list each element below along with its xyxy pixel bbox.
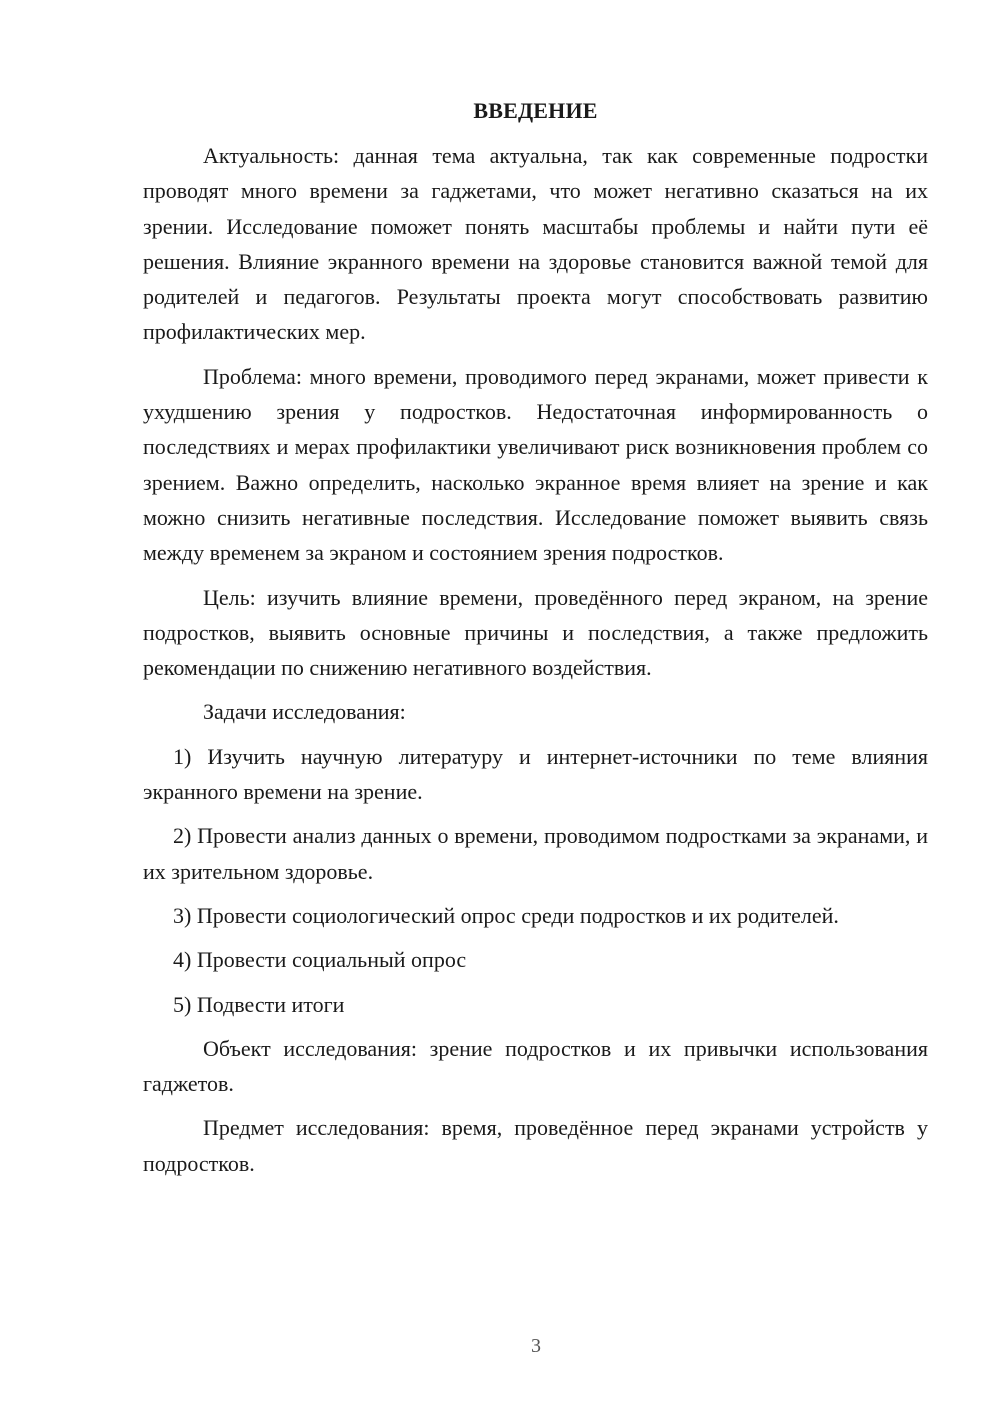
task-item-4: 4) Провести социальный опрос <box>173 947 467 973</box>
paragraph-object: Объект исследования: зрение подростков и их привычки использования гаджетов. <box>143 1035 928 1097</box>
task-item-5: 5) Подвести итоги <box>173 991 345 1017</box>
document-page <box>143 96 928 1190</box>
paragraph-tasks-heading: Задачи исследования: <box>203 699 406 725</box>
task-item-3: 3) Провести социологический опрос среди подростков и их родителей. <box>173 902 839 928</box>
paragraph-relevance: Актуальность: данная тема актуальна, так как современные подростки проводят много времени за гаджетами, что может негативно сказаться на их зрении. Исследование поможет понять масштабы проблемы и найти пути её решения. Влияние экранного времени на здоровье становится важной темой для родителей и педагогов. Результаты проекта могут способствовать развитию профилактических мер. <box>143 143 928 345</box>
section-title: ВВЕДЕНИЕ <box>473 98 598 123</box>
task-item-2: 2) Провести анализ данных о времени, проводимом подростками за экранами, и их зрительном здоровье. <box>143 823 928 884</box>
paragraph-subject: Предмет исследования: время, проведённое перед экранами устройств у подростков. <box>143 1115 928 1176</box>
task-item-1: 1) Изучить научную литературу и интернет-источники по теме влияния экранного времени на зрение. <box>143 743 928 805</box>
paragraph-goal: Цель: изучить влияние времени, проведённого перед экраном, на зрение подростков, выявить основные причины и последствия, а также предложить рекомендации по снижению негативного воздействия. <box>143 584 928 681</box>
paragraph-problem: Проблема: много времени, проводимого перед экранами, может привести к ухудшению зрения у подростков. Недостаточная информированность о последствиях и мерах профилактики увеличивают риск возникновения проблем со зрением. Важно определить, насколько экранное время влияет на зрение и как можно снизить негативные последствия. Исследование поможет выявить связь между временем за экраном и состоянием зрения подростков. <box>143 363 928 566</box>
page-number: 3 <box>531 1335 541 1357</box>
